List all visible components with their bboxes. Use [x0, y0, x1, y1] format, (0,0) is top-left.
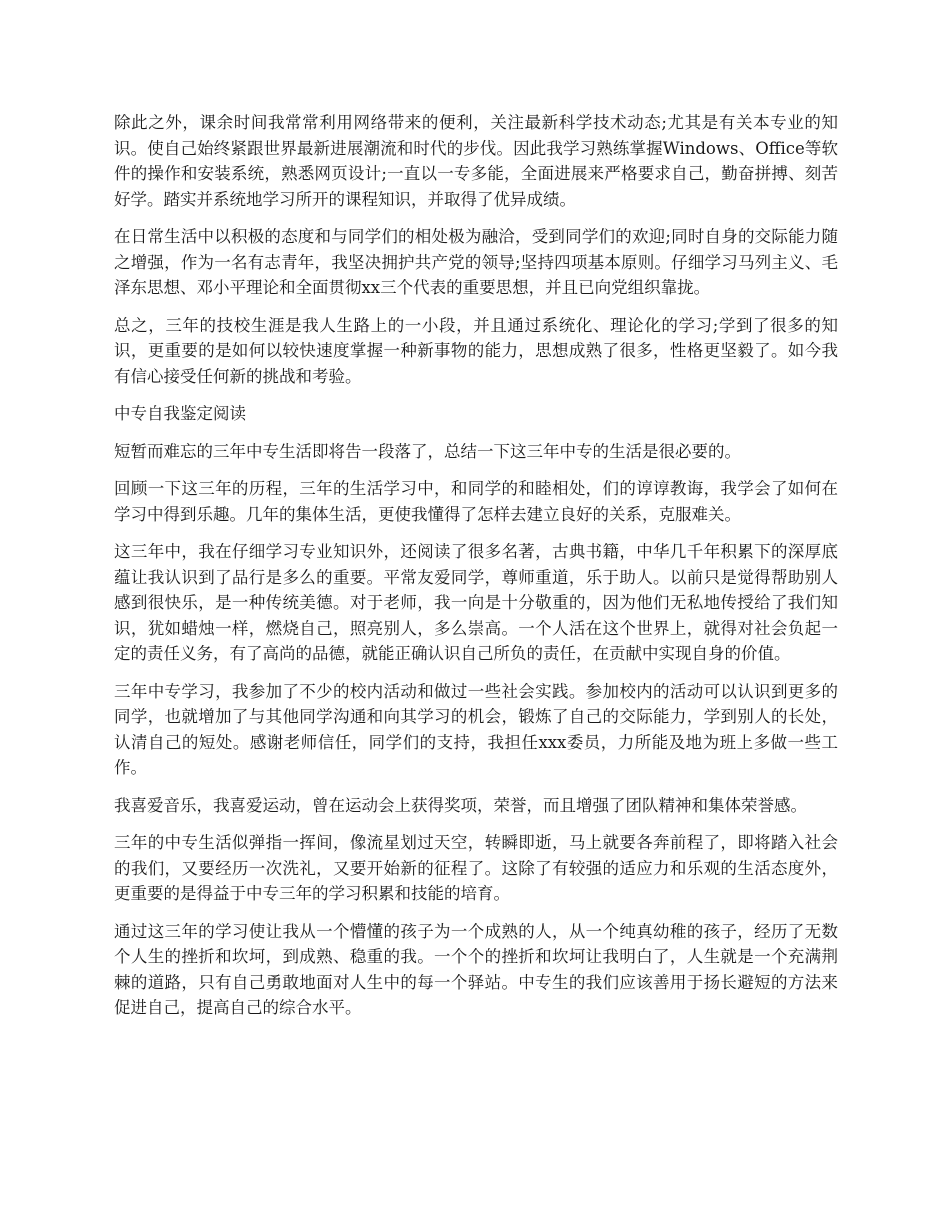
- paragraph-review: 回顾一下这三年的历程，三年的生活学习中，和同学的和睦相处，们的谆谆教诲，我学会了如何在学习中得到乐趣。几年的集体生活，更使我懂得了怎样去建立良好的关系，克服难关。: [114, 479, 838, 524]
- paragraph-growth: 通过这三年的学习使让我从一个懵懂的孩子为一个成熟的人，从一个纯真幼稚的孩子，经历了无数个人生的挫折和坎坷，到成熟、稳重的我。一个个的挫折和坎坷让我明白了，人生就是一个充满荆棘的道路，只有自己勇敢地面对人生中的每一个驿站。中专生的我们应该善用于扬长避短的方法来促进自己，提高自己的综合水平。: [114, 921, 838, 1017]
- paragraph-summary: 总之，三年的技校生涯是我人生路上的一小段，并且通过系统化、理论化的学习;学到了很多的知识，更重要的是如何以较快速度掌握一种新事物的能力，思想成熟了很多，性格更坚毅了。如今我有信心接受任何新的挑战和考验。: [114, 315, 838, 386]
- paragraph-extracurricular: 除此之外，课余时间我常常利用网络带来的便利，关注最新科学技术动态;尤其是有关本专业的知识。使自己始终紧跟世界最新进展潮流和时代的步伐。因此我学习熟练掌握Windows、Office等软件的操作和安装系统，熟悉网页设计;一直以一专多能，全面进展来严格要求自己，勤奋拼搏、刻苦好学。踏实并系统地学习所开的课程知识，并取得了优异成绩。: [114, 113, 838, 209]
- document-body: [114, 110, 838, 1033]
- paragraph-study-and-character: 这三年中，我在仔细学习专业知识外，还阅读了很多名著，古典书籍，中华几千年积累下的深厚底蕴让我认识到了品行是多么的重要。平常友爱同学，尊师重道，乐于助人。以前只是觉得帮助别人感到很快乐，是一种传统美德。对于老师，我一向是十分敬重的，因为他们无私地传授给了我们知识，犹如蜡烛一样，燃烧自己，照亮别人，多么崇高。一个人活在这个世界上，就得对社会负起一定的责任义务，有了高尚的品德，就能正确认识自己所负的责任，在贡献中实现自身的价值。: [114, 542, 838, 663]
- paragraph-intro: 短暂而难忘的三年中专生活即将告一段落了，总结一下这三年中专的生活是很必要的。: [114, 441, 741, 461]
- paragraph-activities: 三年中专学习，我参加了不少的校内活动和做过一些社会实践。参加校内的活动可以认识到更多的同学，也就增加了与其他同学沟通和向其学习的机会，锻炼了自己的交际能力，学到别人的长处，认清自己的短处。感谢老师信任，同学们的支持，我担任xxx委员，力所能及地为班上多做一些工作。: [114, 681, 838, 777]
- section-heading: 中专自我鉴定阅读: [114, 404, 246, 423]
- paragraph-hobbies: 我喜爱音乐，我喜爱运动，曾在运动会上获得奖项，荣誉，而且增强了团队精神和集体荣誉感。: [114, 795, 807, 815]
- paragraph-future: 三年的中专生活似弹指一挥间，像流星划过天空，转瞬即逝，马上就要各奔前程了，即将踏入社会的我们，又要经历一次洗礼，又要开始新的征程了。这除了有较强的适应力和乐观的生活态度外，更重要的是得益于中专三年的学习积累和技能的培育。: [114, 833, 838, 903]
- paragraph-daily-life: 在日常生活中以积极的态度和与同学们的相处极为融洽，受到同学们的欢迎;同时自身的交际能力随之增强，作为一名有志青年，我坚决拥护共产党的领导;坚持四项基本原则。仔细学习马列主义、毛泽东思想、邓小平理论和全面贯彻xx三个代表的重要思想，并且已向党组织靠拢。: [114, 227, 838, 297]
